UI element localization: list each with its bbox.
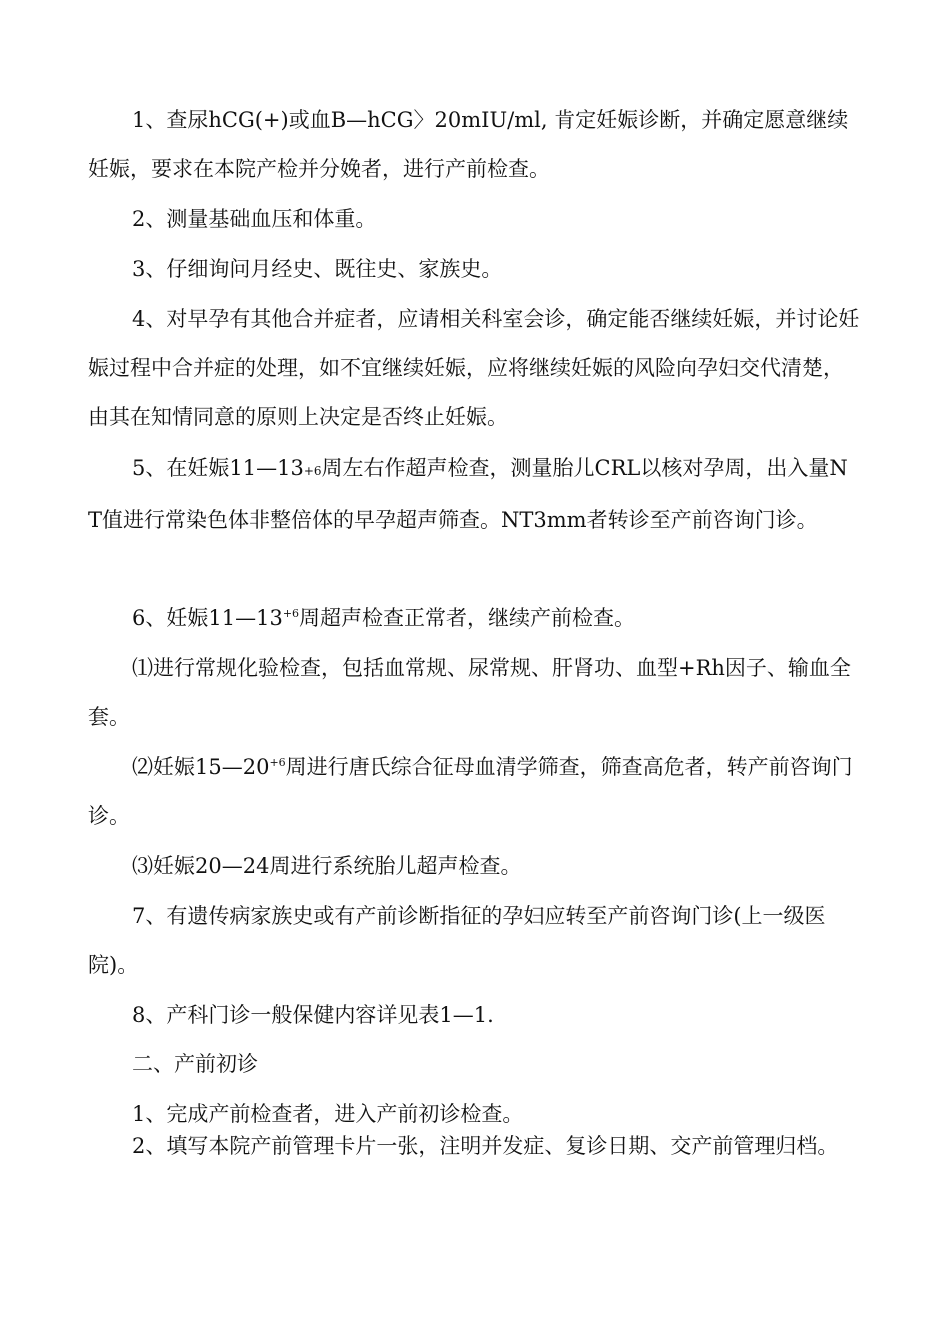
paragraph-6-1-text: ⑴进行常规化验检查，包括血常规、尿常规、肝肾功、血型+Rh因子、输血全套。 bbox=[88, 656, 851, 729]
paragraph-5-text-before: 5、在妊娠11—13 bbox=[132, 456, 304, 480]
paragraph-6 bbox=[88, 594, 860, 643]
paragraph-4 bbox=[88, 295, 860, 442]
initial-paragraph-2-text: 2、填写本院产前管理卡片一张，注明并发症、复诊日期、交产前管理归档。 bbox=[132, 1134, 839, 1158]
paragraph-8 bbox=[88, 991, 860, 1040]
paragraph-6-1 bbox=[88, 644, 860, 742]
initial-paragraph-2 bbox=[88, 1122, 860, 1171]
paragraph-6-2 bbox=[88, 743, 860, 841]
paragraph-7 bbox=[88, 892, 860, 990]
section-heading-2 bbox=[88, 1040, 860, 1089]
paragraph-3 bbox=[88, 245, 860, 294]
paragraph-5 bbox=[88, 444, 860, 545]
paragraph-5-text-after: 周左右作超声检查，测量胎儿CRL以核对孕周，出入量NT值进行常染色体非整倍体的早孕超声筛查。NT3mm者转诊至产前咨询门诊。 bbox=[88, 456, 848, 532]
section-heading-2-text: 二、产前初诊 bbox=[132, 1052, 258, 1076]
paragraph-2-text: 2、测量基础血压和体重。 bbox=[132, 207, 377, 231]
paragraph-6-2-superscript: +6 bbox=[269, 756, 286, 769]
paragraph-7-text: 7、有遗传病家族史或有产前诊断指征的孕妇应转至产前咨询门诊(上一级医院)。 bbox=[88, 904, 826, 977]
paragraph-3-text: 3、仔细询问月经史、既往史、家族史。 bbox=[132, 257, 503, 281]
paragraph-6-text-before: 6、妊娠11—13 bbox=[132, 606, 283, 630]
paragraph-6-superscript: +6 bbox=[282, 607, 300, 620]
paragraph-8-text: 8、产科门诊一般保健内容详见表1—1. bbox=[132, 1003, 494, 1027]
paragraph-5-mark: +6 bbox=[303, 464, 322, 478]
paragraph-6-2-text-after: 周进行唐氏综合征母血清学筛查，筛查高危者，转产前咨询门诊。 bbox=[88, 755, 853, 828]
paragraph-6-2-text-before: ⑵妊娠15—20 bbox=[132, 755, 270, 779]
paragraph-2 bbox=[88, 195, 860, 244]
paragraph-6-3-text: ⑶妊娠20—24周进行系统胎儿超声检查。 bbox=[132, 854, 522, 878]
paragraph-1 bbox=[88, 96, 860, 194]
initial-paragraph-1-text: 1、完成产前检查者，进入产前初诊检查。 bbox=[132, 1102, 524, 1126]
paragraph-1-text: 1、查尿hCG(+)或血B—hCG〉20mIU/ml, 肯定妊娠诊断，并确定愿意继续妊娠，要求在本院产检并分娩者，进行产前检查。 bbox=[88, 108, 849, 181]
paragraph-6-text-after: 周超声检查正常者，继续产前检查。 bbox=[299, 606, 636, 630]
paragraph-4-text: 4、对早孕有其他合并症者，应请相关科室会诊，确定能否继续妊娠，并讨论妊娠过程中合并症的处理，如不宜继续妊娠，应将继续妊娠的风险向孕妇交代清楚，由其在知情同意的原则上决定是否终止妊娠。 bbox=[88, 307, 860, 429]
paragraph-6-3 bbox=[88, 842, 860, 891]
